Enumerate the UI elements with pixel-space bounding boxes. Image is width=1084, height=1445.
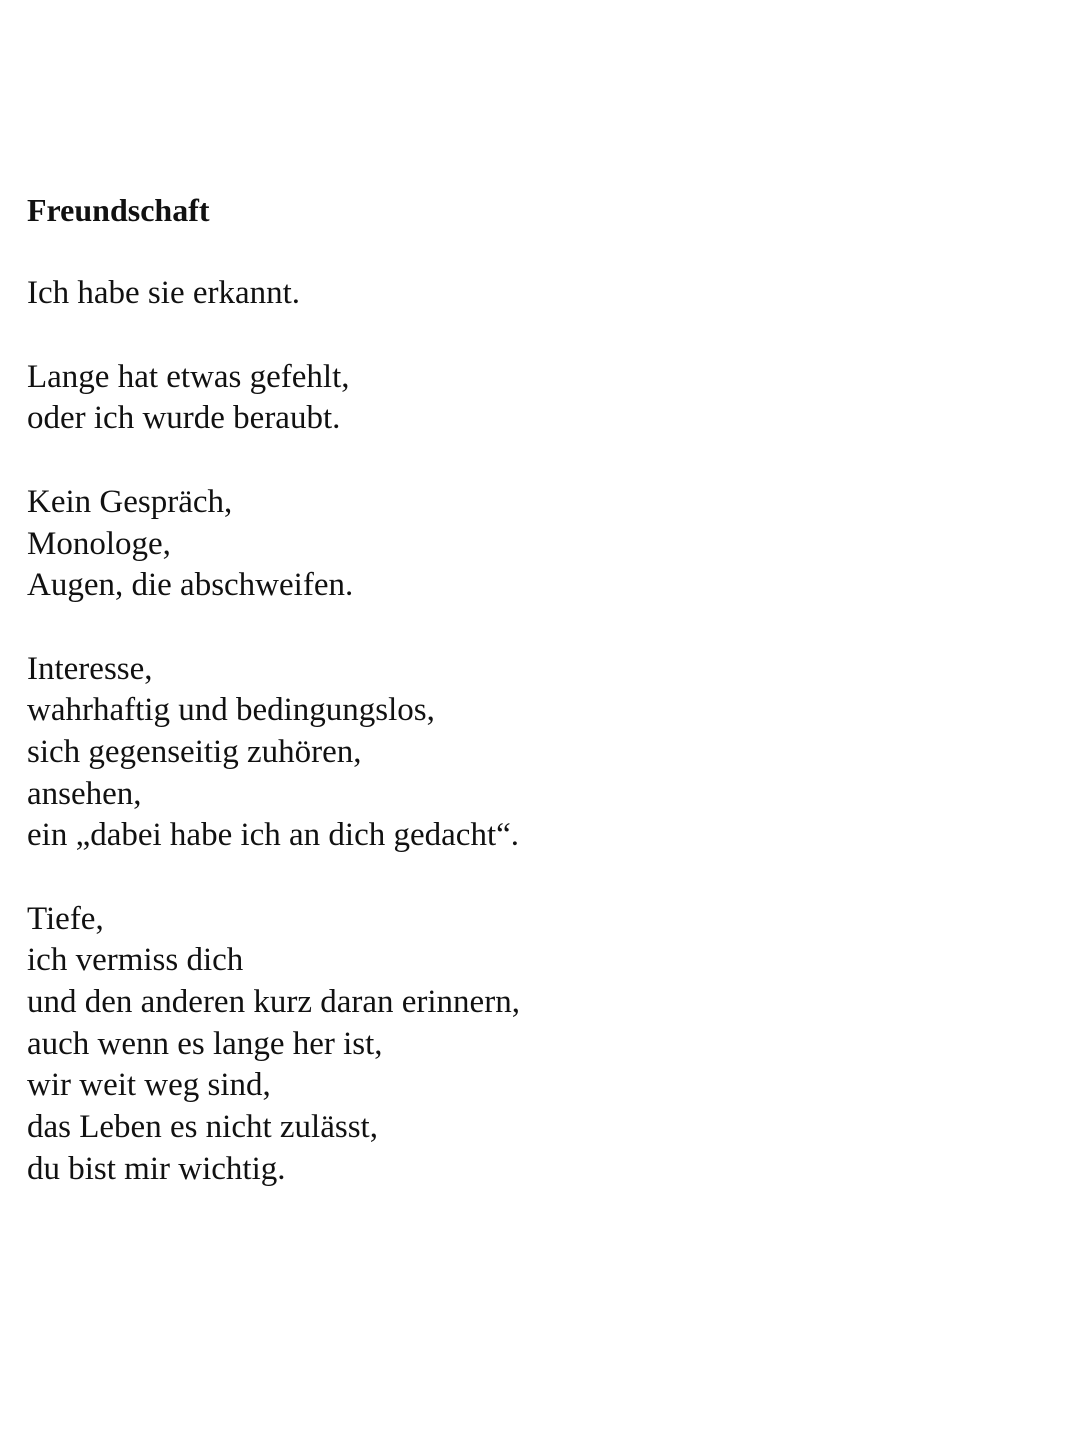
poem-line: Monologe,	[27, 525, 171, 562]
poem-line: du bist mir wichtig.	[27, 1150, 286, 1187]
poem-line: ich vermiss dich	[27, 942, 244, 979]
poem-line: wahrhaftig und bedingungslos,	[27, 692, 435, 729]
stanza-3	[27, 482, 1027, 607]
stanza-gap	[27, 315, 1027, 357]
stanza-gap	[27, 857, 1027, 899]
stanza-gap	[27, 607, 1027, 649]
stanza-gap	[27, 440, 1027, 482]
poem-line: auch wenn es lange her ist,	[27, 1025, 383, 1062]
poem-line: und den anderen kurz daran erinnern,	[27, 984, 520, 1021]
stanza-4	[27, 649, 1027, 857]
poem-line: ansehen,	[27, 775, 142, 812]
poem-line: das Leben es nicht zulässt,	[27, 1109, 378, 1146]
stanza-5	[27, 899, 1027, 1191]
stanza-2	[27, 357, 1027, 440]
poem-title: Freundschaft	[27, 192, 210, 228]
poem-line: Ich habe sie erkannt.	[27, 275, 301, 312]
poem-line: wir weit weg sind,	[27, 1067, 271, 1104]
stanza-gap	[27, 232, 1027, 274]
poem-line: ein „dabei habe ich an dich gedacht“.	[27, 817, 520, 854]
stanza-1	[27, 273, 1027, 315]
document-page	[27, 190, 1027, 1191]
poem-line: sich gegenseitig zuhören,	[27, 733, 362, 770]
poem-line: Tiefe,	[27, 900, 104, 937]
poem-line: Interesse,	[27, 650, 153, 687]
poem-line: Augen, die abschweifen.	[27, 567, 354, 604]
poem-line: Kein Gespräch,	[27, 483, 233, 520]
poem-line: Lange hat etwas gefehlt,	[27, 358, 350, 395]
poem-line: oder ich wurde beraubt.	[27, 400, 341, 437]
